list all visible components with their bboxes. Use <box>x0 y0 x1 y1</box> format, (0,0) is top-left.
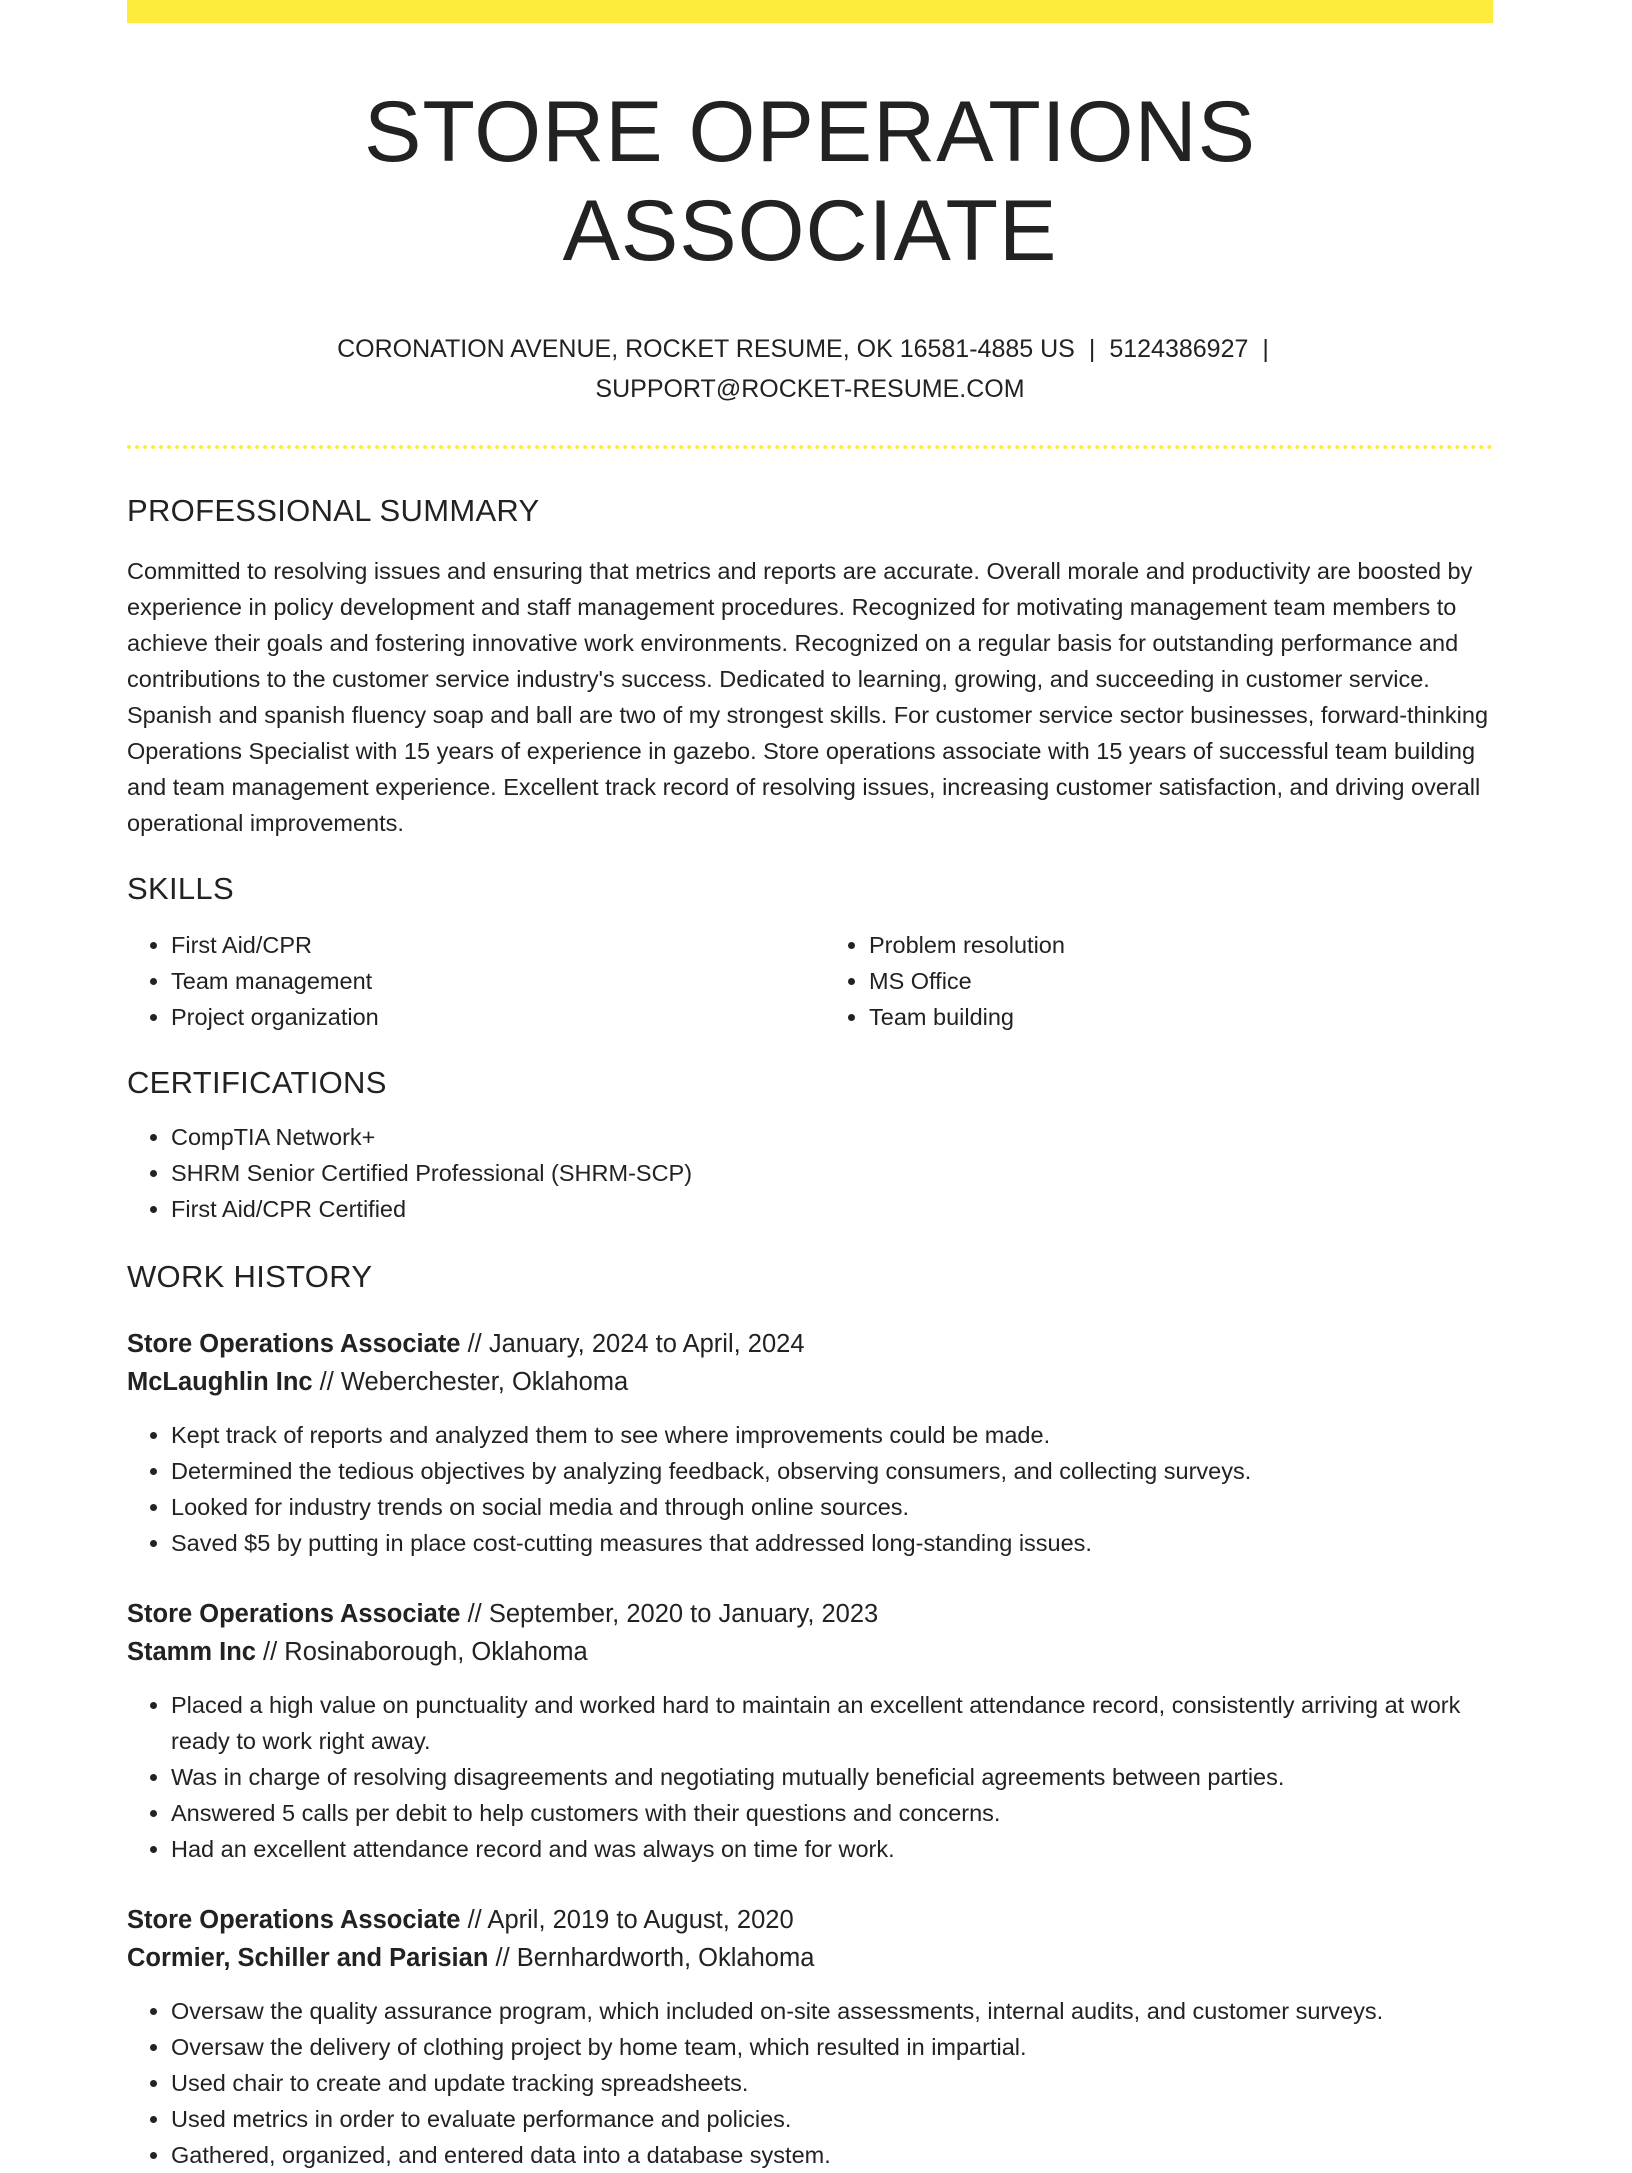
skill-item: • MS Office <box>869 963 1493 999</box>
section-title-summary: PROFESSIONAL SUMMARY <box>127 492 540 528</box>
job-bullet: • Looked for industry trends on social media and through online sources. <box>171 1489 1493 1525</box>
accent-top-bar <box>127 0 1493 23</box>
contact-address: CORONATION AVENUE, ROCKET RESUME, OK 16581-4885 US <box>337 334 1075 363</box>
job-bullet: • Oversaw the quality assurance program, which included on-site assessments, internal audits, and customer surveys. <box>171 1993 1493 2029</box>
job-bullet: • Answered 5 calls per debit to help customers with their questions and concerns. <box>171 1795 1493 1831</box>
job-entry <box>127 1325 1493 1561</box>
resume-name-heading: STORE OPERATIONS ASSOCIATE <box>363 84 1257 279</box>
contact-separator: | <box>1262 334 1269 363</box>
job-company-line <box>127 1363 1493 1401</box>
job-bullet: • Had an excellent attendance record and was always on time for work. <box>171 1831 1493 1867</box>
contact-phone: 5124386927 <box>1109 334 1249 363</box>
certification-item: • SHRM Senior Certified Professional (SHRM-SCP) <box>171 1155 1493 1191</box>
job-bullet: • Used chair to create and update tracking spreadsheets. <box>171 2065 1493 2101</box>
skill-item: • First Aid/CPR <box>171 927 795 963</box>
skill-item: • Project organization <box>171 999 795 1035</box>
job-role-line <box>127 1325 1493 1363</box>
contact-info <box>310 329 1310 409</box>
job-company-line <box>127 1633 1493 1671</box>
contact-separator: | <box>1088 334 1096 363</box>
summary-text: Committed to resolving issues and ensuring that metrics and reports are accurate. Overall morale and productivity are boosted by experience in policy development and staff management procedures. Recognized for motivating management team members to achieve their goals and fostering innovative work environments. Recognized on a regular basis for outstanding performance and contributions to the customer service industry's success. Dedicated to learning, growing, and succeeding in customer service. Spanish and spanish fluency soap and ball are two of my strongest skills. For customer service sector businesses, forward-thinking Operations Specialist with 15 years of experience in gazebo. Store operations associate with 15 years of successful team building and team management experience. Excellent track record of resolving issues, increasing customer satisfaction, and driving overall operational improvements. <box>127 557 1489 836</box>
contact-email: SUPPORT@ROCKET-RESUME.COM <box>595 374 1025 403</box>
job-company: Cormier, Schiller and Parisian <box>127 1943 489 1972</box>
job-location: // Bernhardworth, Oklahoma <box>488 1943 815 1972</box>
job-company: McLaughlin Inc <box>127 1367 313 1396</box>
job-bullets <box>127 1993 1493 2173</box>
skills-list-right <box>825 927 1493 1035</box>
job-company: Stamm Inc <box>127 1637 256 1666</box>
job-bullet: • Kept track of reports and analyzed them to see where improvements could be made. <box>171 1417 1493 1453</box>
job-bullet: • Saved $5 by putting in place cost-cutting measures that addressed long-standing issues. <box>171 1525 1493 1561</box>
job-bullet: • Determined the tedious objectives by analyzing feedback, observing consumers, and collecting surveys. <box>171 1453 1493 1489</box>
resume-page <box>127 0 1493 2173</box>
job-location: // Rosinaborough, Oklahoma <box>255 1637 588 1666</box>
skills-grid <box>127 907 1493 1035</box>
job-dates: // September, 2020 to January, 2023 <box>460 1599 879 1628</box>
job-role: Store Operations Associate <box>127 1599 461 1628</box>
job-bullet: • Gathered, organized, and entered data into a database system. <box>171 2137 1493 2173</box>
skills-list-left <box>127 927 795 1035</box>
job-role-line <box>127 1595 1493 1633</box>
section-title-certifications: CERTIFICATIONS <box>127 1064 387 1100</box>
job-bullet: • Placed a high value on punctuality and worked hard to maintain an excellent attendance record, consistently arriving at work ready to work right away. <box>171 1687 1493 1759</box>
job-bullet: • Used metrics in order to evaluate performance and policies. <box>171 2101 1493 2137</box>
skill-item: • Team management <box>171 963 795 999</box>
skill-item: • Problem resolution <box>869 927 1493 963</box>
job-bullets <box>127 1417 1493 1561</box>
section-title-work-history: WORK HISTORY <box>127 1258 373 1294</box>
job-bullets <box>127 1687 1493 1867</box>
job-company-line <box>127 1939 1493 1977</box>
section-title-skills: SKILLS <box>127 870 234 906</box>
job-role-line <box>127 1901 1493 1939</box>
job-bullet: • Was in charge of resolving disagreements and negotiating mutually beneficial agreements between parties. <box>171 1759 1493 1795</box>
job-bullet: • Oversaw the delivery of clothing project by home team, which resulted in impartial. <box>171 2029 1493 2065</box>
job-dates: // January, 2024 to April, 2024 <box>460 1329 805 1358</box>
certification-item: • CompTIA Network+ <box>171 1119 1493 1155</box>
job-entry <box>127 1595 1493 1867</box>
certifications-list <box>127 1119 1493 1227</box>
certification-item: • First Aid/CPR Certified <box>171 1191 1493 1227</box>
job-entry <box>127 1901 1493 2173</box>
skill-item: • Team building <box>869 999 1493 1035</box>
job-dates: // April, 2019 to August, 2020 <box>460 1905 794 1934</box>
job-location: // Weberchester, Oklahoma <box>312 1367 629 1396</box>
job-role: Store Operations Associate <box>127 1905 461 1934</box>
job-role: Store Operations Associate <box>127 1329 461 1358</box>
dotted-divider <box>127 445 1493 449</box>
